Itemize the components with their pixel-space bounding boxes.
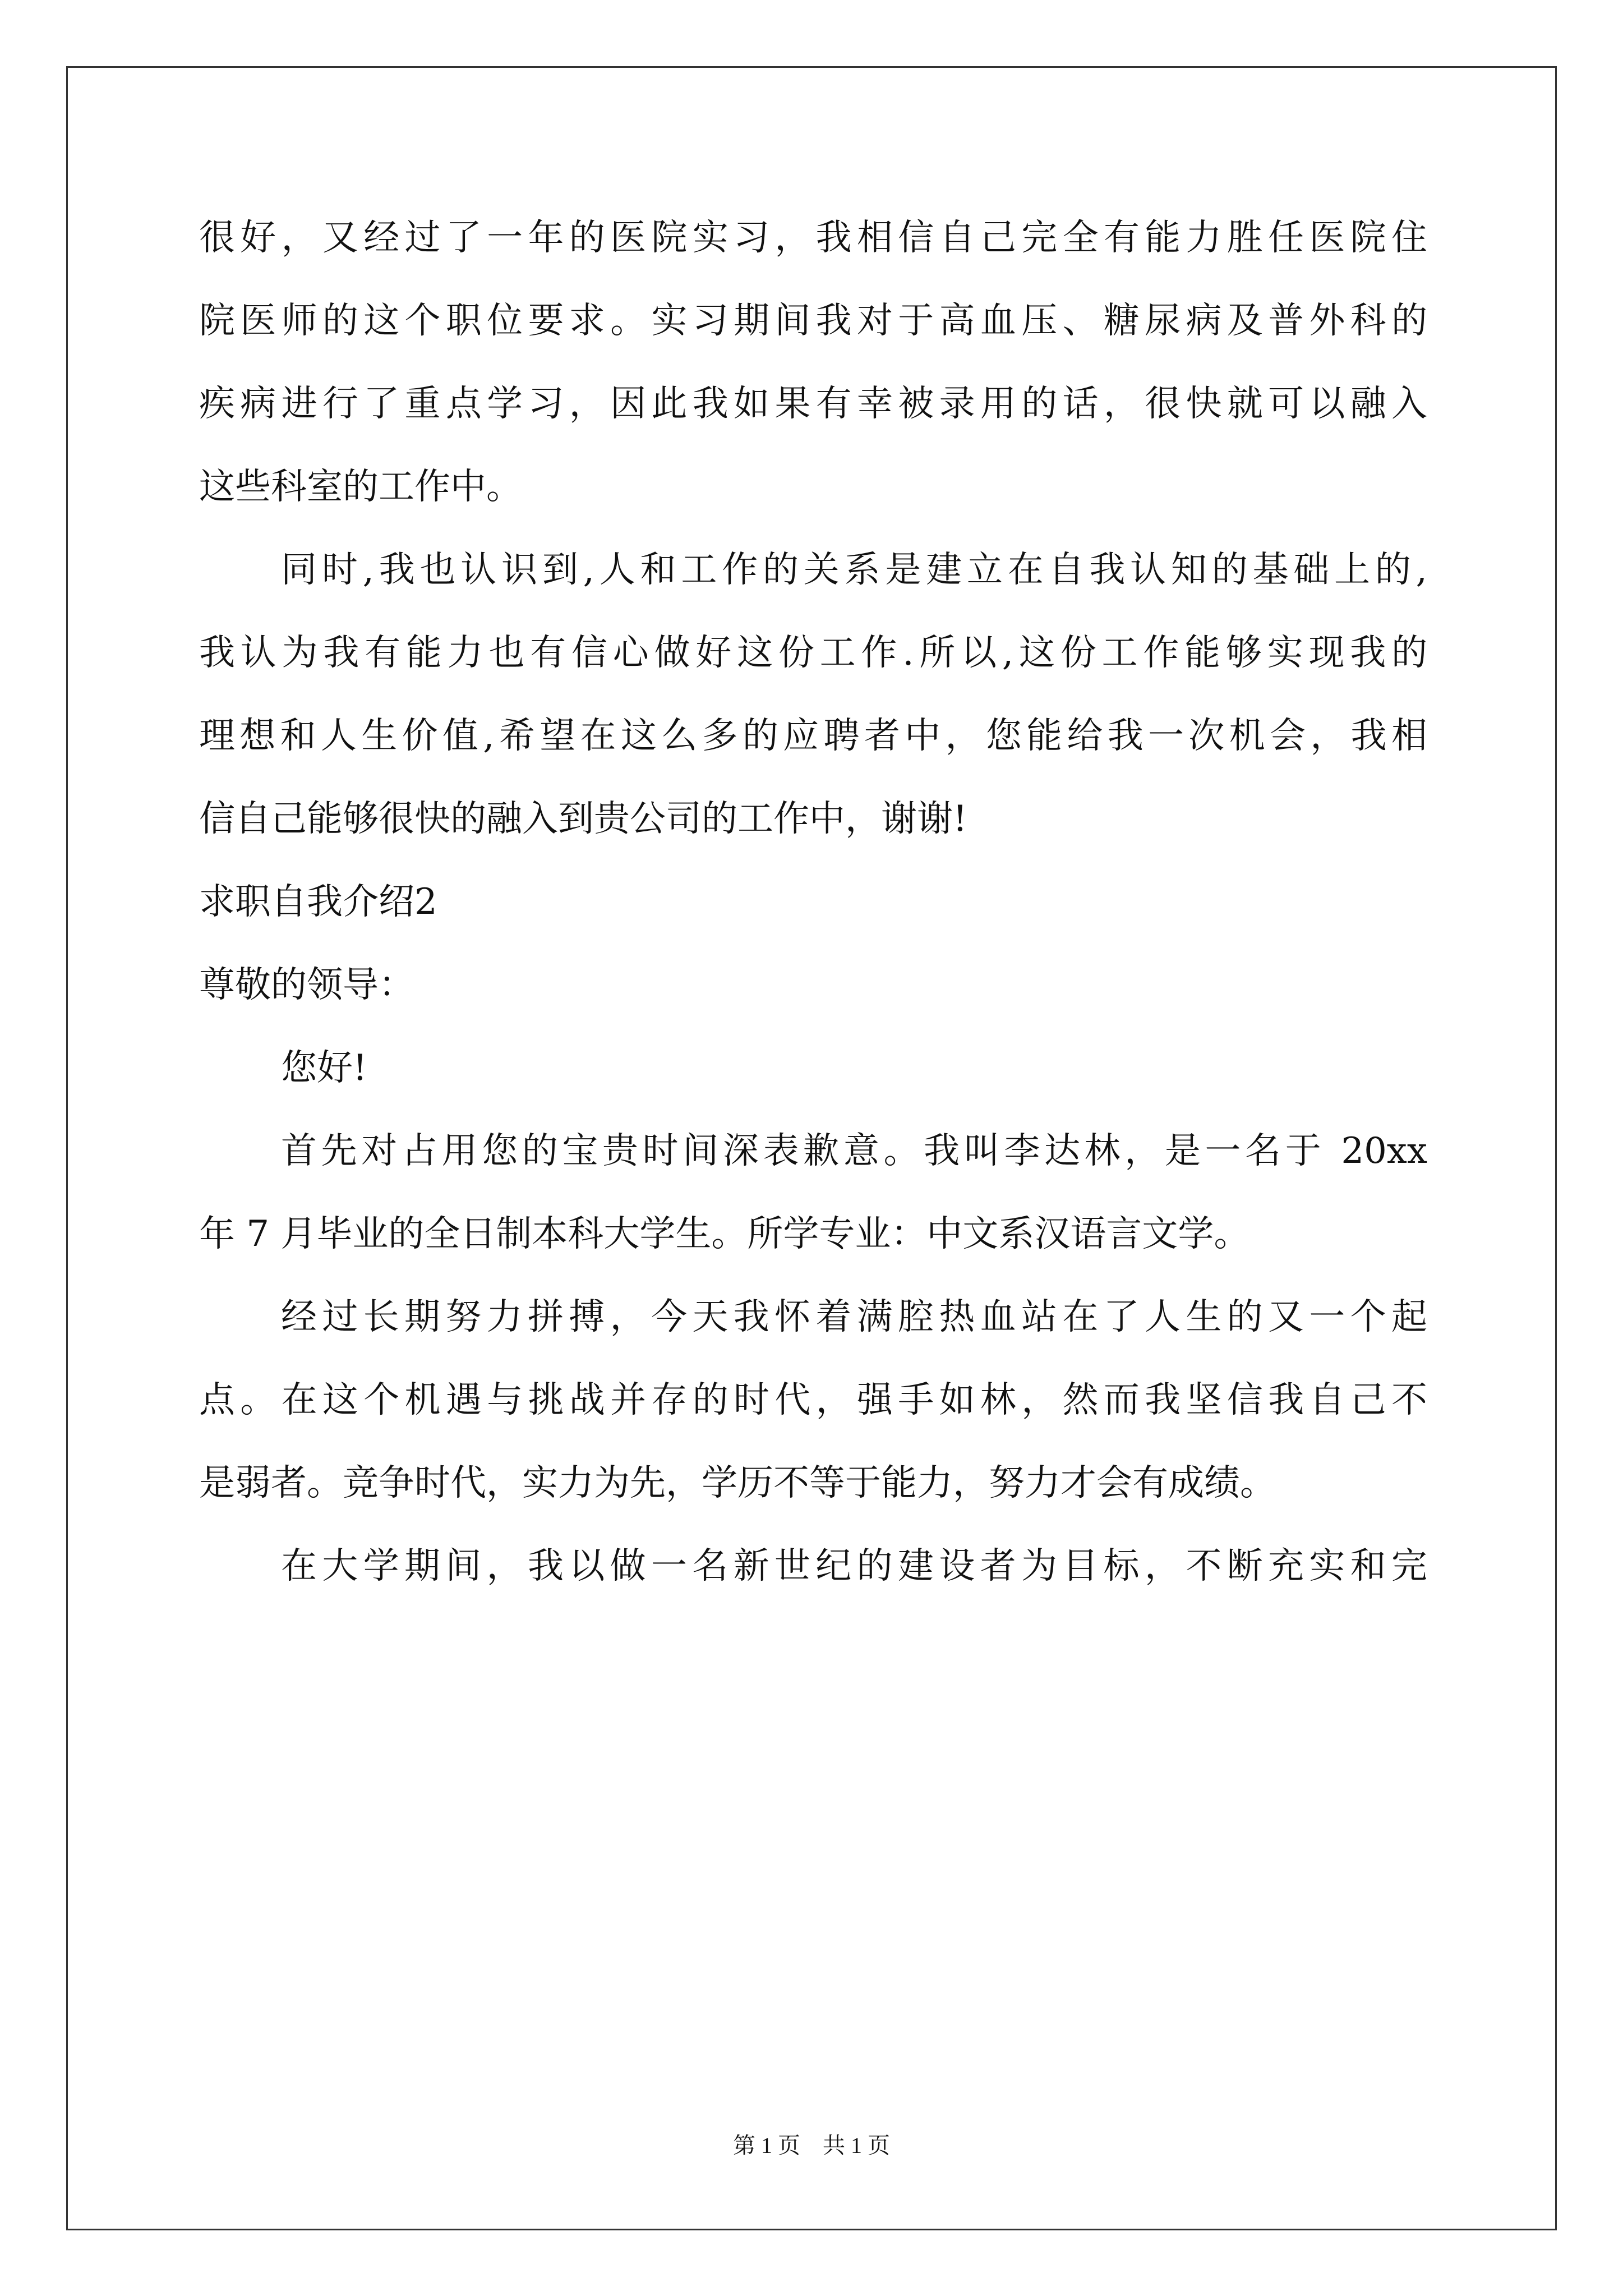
text-line: 年 7 月毕业的全日制本科大学生。所学专业：中文系汉语言文学。 [199,1213,1250,1255]
text-line: 很好，又经过了一年的医院实习，我相信自己完全有能力胜任医院住 [199,217,1427,259]
text-line: 疾病进行了重点学习，因此我如果有幸被录用的话，很快就可以融入 [199,383,1427,425]
text-line: 经过长期努力拼搏，今天我怀着满腔热血站在了人生的又一个起 [281,1296,1427,1338]
text-line: 在大学期间，我以做一名新世纪的建设者为目标，不断充实和完 [281,1545,1427,1587]
text-line: 同时,我也认识到,人和工作的关系是建立在自我认知的基础上的, [281,549,1427,591]
text-line: 这些科室的工作中。 [199,466,522,508]
greeting: 您好! [281,1047,367,1089]
salutation: 尊敬的领导： [199,964,414,1006]
text-line: 首先对占用您的宝贵时间深表歉意。我叫李达林，是一名于 20xx [281,1130,1427,1172]
text-line: 信自己能够很快的融入到贵公司的工作中，谢谢! [199,798,967,840]
text-line: 我认为我有能力也有信心做好这份工作.所以,这份工作能够实现我的 [199,632,1427,674]
text-line: 点。在这个机遇与挑战并存的时代，强手如林，然而我坚信我自己不 [199,1379,1427,1421]
section-heading: 求职自我介绍2 [199,881,437,923]
document-body [199,216,1427,1627]
text-line: 是弱者。竞争时代，实力为先，学历不等于能力，努力才会有成绩。 [199,1462,1276,1504]
text-line: 理想和人生价值,希望在这么多的应聘者中，您能给我一次机会，我相 [199,715,1427,757]
page-footer: 第 1 页 共 1 页 [733,2133,890,2158]
text-line: 院医师的这个职位要求。实习期间我对于高血压、糖尿病及普外科的 [199,300,1427,342]
